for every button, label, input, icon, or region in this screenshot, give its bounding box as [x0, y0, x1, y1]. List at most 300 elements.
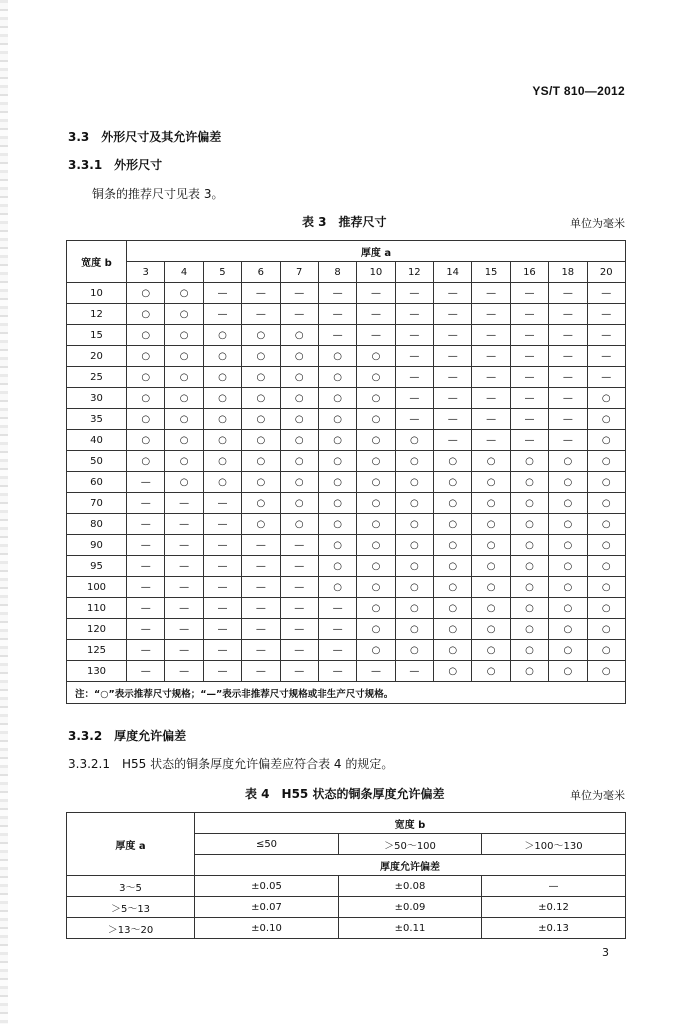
table3-mark-cell: — [434, 409, 472, 430]
table3-mark-cell: — [242, 556, 280, 577]
table3 [66, 240, 626, 704]
table3-mark-cell: — [318, 661, 356, 682]
table3-mark-cell: — [242, 577, 280, 598]
table3-mark-cell: ○ [587, 472, 626, 493]
table3-mark-cell: ○ [280, 409, 318, 430]
table3-mark-cell: — [165, 514, 203, 535]
table3-mark-cell: ○ [127, 430, 165, 451]
table3-mark-cell: ○ [549, 619, 587, 640]
table4-thickness-cell: ＞5～13 [67, 897, 195, 918]
table-row [67, 876, 626, 897]
table-row [67, 897, 626, 918]
table3-mark-cell: ○ [242, 409, 280, 430]
table3-mark-cell: — [357, 325, 395, 346]
table3-mark-cell: — [549, 346, 587, 367]
table3-mark-cell: — [127, 556, 165, 577]
table3-mark-cell: ○ [510, 619, 548, 640]
table3-mark-cell: ○ [510, 640, 548, 661]
table3-thickness-col-header: 12 [395, 262, 433, 283]
table4-value-cell: ±0.12 [482, 897, 626, 918]
table3-mark-cell: — [472, 304, 510, 325]
table3-mark-cell: — [395, 367, 433, 388]
table3-mark-cell: ○ [357, 346, 395, 367]
table3-mark-cell: — [242, 283, 280, 304]
table3-mark-cell: ○ [395, 619, 433, 640]
table3-mark-cell: — [127, 661, 165, 682]
table3-mark-cell: ○ [395, 577, 433, 598]
table3-mark-cell: — [318, 640, 356, 661]
table3-width-cell: 50 [67, 451, 127, 472]
table3-mark-cell: — [472, 283, 510, 304]
table3-mark-cell: — [472, 325, 510, 346]
table3-mark-cell: ○ [127, 283, 165, 304]
table3-thickness-col-header: 6 [242, 262, 280, 283]
table3-thickness-col-header: 3 [127, 262, 165, 283]
table3-mark-cell: — [165, 577, 203, 598]
table3-mark-cell: ○ [472, 535, 510, 556]
table3-mark-cell: ○ [357, 409, 395, 430]
table3-mark-cell: ○ [318, 346, 356, 367]
table3-mark-cell: ○ [242, 472, 280, 493]
scan-edge-artifact [0, 0, 8, 1024]
table3-width-cell: 10 [67, 283, 127, 304]
table3-mark-cell: — [203, 283, 241, 304]
table-row [67, 367, 626, 388]
table3-mark-cell: — [549, 283, 587, 304]
table3-mark-cell: ○ [472, 619, 510, 640]
table-row [67, 346, 626, 367]
table3-mark-cell: — [280, 661, 318, 682]
table3-mark-cell: — [434, 283, 472, 304]
table-row [67, 535, 626, 556]
table3-width-cell: 60 [67, 472, 127, 493]
table3-mark-cell: — [434, 346, 472, 367]
table3-mark-cell: ○ [165, 388, 203, 409]
table3-mark-cell: ○ [280, 472, 318, 493]
table3-mark-cell: ○ [395, 598, 433, 619]
table3-mark-cell: — [165, 535, 203, 556]
table3-mark-cell: ○ [280, 388, 318, 409]
table3-mark-cell: — [165, 598, 203, 619]
table3-width-cell: 80 [67, 514, 127, 535]
table3-mark-cell: ○ [472, 451, 510, 472]
table3-mark-cell: ○ [242, 346, 280, 367]
table3-mark-cell: ○ [280, 430, 318, 451]
table3-mark-cell: ○ [280, 514, 318, 535]
table3-mark-cell: ○ [510, 472, 548, 493]
table3-mark-cell: ○ [280, 451, 318, 472]
table3-mark-cell: — [587, 346, 626, 367]
table3-mark-cell: — [549, 367, 587, 388]
table3-mark-cell: ○ [472, 661, 510, 682]
table3-mark-cell: ○ [395, 556, 433, 577]
table3-mark-cell: ○ [165, 472, 203, 493]
table3-mark-cell: — [395, 346, 433, 367]
table3-thickness-col-header: 4 [165, 262, 203, 283]
table3-mark-cell: — [165, 619, 203, 640]
table3-mark-cell: — [203, 304, 241, 325]
table3-width-cell: 110 [67, 598, 127, 619]
table-row [67, 598, 626, 619]
section-3-3-1-text: 铜条的推荐尺寸见表 3。 [92, 187, 224, 201]
table3-mark-cell: ○ [549, 640, 587, 661]
table3-mark-cell: — [395, 388, 433, 409]
table-row [67, 514, 626, 535]
table3-mark-cell: ○ [510, 598, 548, 619]
table3-mark-cell: — [549, 304, 587, 325]
table3-mark-cell: ○ [587, 598, 626, 619]
table3-width-cell: 95 [67, 556, 127, 577]
table3-mark-cell: — [472, 388, 510, 409]
section-3-3-1-heading: 3.3.1 外形尺寸 [68, 158, 163, 172]
table3-mark-cell: ○ [280, 493, 318, 514]
table3-mark-cell: — [280, 619, 318, 640]
table3-mark-cell: ○ [549, 577, 587, 598]
table4-thickness-cell: ＞13～20 [67, 918, 195, 939]
table3-mark-cell: ○ [472, 640, 510, 661]
table3-mark-cell: — [510, 304, 548, 325]
table3-mark-cell: — [203, 577, 241, 598]
table-row [67, 918, 626, 939]
table3-mark-cell: — [203, 598, 241, 619]
table3-mark-cell: ○ [587, 619, 626, 640]
table3-mark-cell: ○ [203, 346, 241, 367]
table3-mark-cell: ○ [318, 535, 356, 556]
table3-mark-cell: ○ [510, 661, 548, 682]
table3-mark-cell: ○ [242, 325, 280, 346]
table-row [67, 325, 626, 346]
table-row [67, 451, 626, 472]
table3-mark-cell: — [510, 430, 548, 451]
table3-mark-cell: ○ [357, 640, 395, 661]
table3-mark-cell: ○ [434, 451, 472, 472]
table3-mark-cell: — [318, 304, 356, 325]
table3-mark-cell: — [127, 598, 165, 619]
table3-mark-cell: ○ [587, 514, 626, 535]
table3-mark-cell: ○ [127, 409, 165, 430]
table3-mark-cell: ○ [472, 577, 510, 598]
table3-mark-cell: — [127, 640, 165, 661]
table3-mark-cell: ○ [165, 304, 203, 325]
table3-mark-cell: ○ [357, 556, 395, 577]
table3-mark-cell: ○ [127, 367, 165, 388]
table-row [67, 472, 626, 493]
table3-mark-cell: — [242, 640, 280, 661]
table3-mark-cell: — [549, 430, 587, 451]
table4-value-cell: ±0.07 [195, 897, 339, 918]
table3-mark-cell: ○ [510, 514, 548, 535]
table3-mark-cell: ○ [127, 451, 165, 472]
table3-mark-cell: — [587, 367, 626, 388]
table3-mark-cell: — [203, 619, 241, 640]
table3-mark-cell: ○ [203, 367, 241, 388]
table3-mark-cell: ○ [434, 556, 472, 577]
table3-mark-cell: ○ [357, 472, 395, 493]
table3-thickness-col-header: 20 [587, 262, 626, 283]
table3-mark-cell: ○ [242, 451, 280, 472]
table3-mark-cell: ○ [510, 556, 548, 577]
table3-mark-cell: ○ [434, 493, 472, 514]
table4-value-cell: ±0.09 [339, 897, 482, 918]
table3-mark-cell: ○ [242, 367, 280, 388]
table3-mark-cell: ○ [318, 367, 356, 388]
table3-mark-cell: ○ [357, 493, 395, 514]
table3-mark-cell: — [127, 535, 165, 556]
table3-mark-cell: ○ [549, 556, 587, 577]
table3-mark-cell: — [395, 304, 433, 325]
table3-mark-cell: ○ [165, 283, 203, 304]
table3-mark-cell: ○ [587, 451, 626, 472]
table3-width-cell: 70 [67, 493, 127, 514]
table3-mark-cell: ○ [472, 514, 510, 535]
table3-mark-cell: — [203, 493, 241, 514]
table3-mark-cell: — [357, 283, 395, 304]
table3-mark-cell: ○ [127, 325, 165, 346]
table3-mark-cell: — [280, 283, 318, 304]
table3-mark-cell: ○ [318, 493, 356, 514]
table3-mark-cell: ○ [395, 514, 433, 535]
table3-mark-cell: ○ [203, 409, 241, 430]
table3-mark-cell: ○ [203, 388, 241, 409]
table3-width-cell: 90 [67, 535, 127, 556]
table3-mark-cell: ○ [357, 514, 395, 535]
table3-mark-cell: ○ [587, 535, 626, 556]
table3-mark-cell: ○ [318, 388, 356, 409]
table3-mark-cell: ○ [357, 535, 395, 556]
table3-mark-cell: — [434, 367, 472, 388]
table3-mark-cell: ○ [549, 535, 587, 556]
table3-mark-cell: — [318, 325, 356, 346]
table-row [67, 388, 626, 409]
table3-mark-cell: ○ [587, 556, 626, 577]
table3-thickness-header: 厚度 a [127, 241, 626, 262]
table3-mark-cell: ○ [280, 367, 318, 388]
table3-mark-cell: — [549, 409, 587, 430]
table4-value-cell: — [482, 876, 626, 897]
table3-mark-cell: — [242, 619, 280, 640]
table3-mark-cell: — [434, 388, 472, 409]
table3-mark-cell: — [587, 325, 626, 346]
table3-mark-cell: — [395, 661, 433, 682]
table4-value-cell: ±0.13 [482, 918, 626, 939]
table3-mark-cell: ○ [587, 493, 626, 514]
table3-mark-cell: ○ [587, 640, 626, 661]
table3-mark-cell: — [549, 325, 587, 346]
table3-width-cell: 125 [67, 640, 127, 661]
table3-mark-cell: — [127, 493, 165, 514]
table3-caption: 表 3 推荐尺寸 [302, 215, 387, 229]
table3-mark-cell: — [280, 556, 318, 577]
table3-mark-cell: ○ [472, 472, 510, 493]
table4-width-header: 宽度 b [195, 813, 626, 834]
table3-mark-cell: ○ [395, 472, 433, 493]
page-number: 3 [602, 946, 609, 959]
table3-mark-cell: ○ [357, 430, 395, 451]
table3-mark-cell: ○ [357, 388, 395, 409]
table3-mark-cell: ○ [165, 409, 203, 430]
table4-value-cell: ±0.11 [339, 918, 482, 939]
table3-mark-cell: — [280, 304, 318, 325]
table3-width-cell: 30 [67, 388, 127, 409]
table3-mark-cell: — [165, 640, 203, 661]
table3-mark-cell: — [434, 304, 472, 325]
table3-thickness-col-header: 16 [510, 262, 548, 283]
table3-mark-cell: ○ [318, 409, 356, 430]
table3-mark-cell: ○ [165, 367, 203, 388]
table3-mark-cell: — [472, 346, 510, 367]
table4 [66, 812, 626, 939]
table-row [67, 577, 626, 598]
table3-mark-cell: — [318, 283, 356, 304]
table3-mark-cell: ○ [318, 556, 356, 577]
table3-width-cell: 15 [67, 325, 127, 346]
table3-mark-cell: — [357, 661, 395, 682]
table3-mark-cell: ○ [549, 514, 587, 535]
table3-thickness-col-header: 14 [434, 262, 472, 283]
table3-mark-cell: ○ [127, 304, 165, 325]
table3-mark-cell: ○ [280, 325, 318, 346]
table3-mark-cell: — [510, 409, 548, 430]
table3-width-cell: 35 [67, 409, 127, 430]
table3-mark-cell: ○ [395, 451, 433, 472]
table3-mark-cell: ○ [357, 367, 395, 388]
table3-mark-cell: — [395, 283, 433, 304]
table3-mark-cell: ○ [510, 577, 548, 598]
section-3-3-heading: 3.3 外形尺寸及其允许偏差 [68, 130, 222, 144]
table3-mark-cell: — [472, 430, 510, 451]
table-row [67, 619, 626, 640]
table3-mark-cell: — [242, 598, 280, 619]
table3-width-cell: 20 [67, 346, 127, 367]
table3-mark-cell: — [395, 325, 433, 346]
table3-mark-cell: ○ [587, 430, 626, 451]
table3-mark-cell: — [165, 556, 203, 577]
table3-mark-cell: ○ [549, 451, 587, 472]
table3-mark-cell: ○ [510, 535, 548, 556]
table3-mark-cell: ○ [357, 619, 395, 640]
table4-thickness-cell: 3～5 [67, 876, 195, 897]
table3-mark-cell: ○ [587, 409, 626, 430]
table3-mark-cell: ○ [549, 472, 587, 493]
table4-range-2: ＞50～100 [339, 834, 482, 855]
table3-mark-cell: ○ [549, 598, 587, 619]
table3-mark-cell: ○ [395, 493, 433, 514]
table3-mark-cell: ○ [203, 325, 241, 346]
table3-mark-cell: — [127, 514, 165, 535]
table3-mark-cell: ○ [395, 640, 433, 661]
table3-mark-cell: — [280, 535, 318, 556]
table3-mark-cell: — [318, 619, 356, 640]
table3-mark-cell: — [280, 598, 318, 619]
table3-mark-cell: ○ [587, 661, 626, 682]
table3-mark-cell: — [165, 661, 203, 682]
table3-mark-cell: — [587, 304, 626, 325]
table3-mark-cell: ○ [318, 472, 356, 493]
table3-mark-cell: ○ [242, 514, 280, 535]
table4-value-cell: ±0.10 [195, 918, 339, 939]
table-row [67, 493, 626, 514]
table3-thickness-col-header: 15 [472, 262, 510, 283]
table3-mark-cell: ○ [510, 493, 548, 514]
table3-unit: 单位为毫米 [570, 217, 625, 230]
table3-mark-cell: — [318, 598, 356, 619]
table3-mark-cell: — [203, 640, 241, 661]
table3-width-cell: 12 [67, 304, 127, 325]
table4-thickness-header: 厚度 a [67, 813, 195, 876]
table4-range-3: ＞100～130 [482, 834, 626, 855]
table4-value-cell: ±0.08 [339, 876, 482, 897]
table3-mark-cell: ○ [549, 493, 587, 514]
table3-mark-cell: — [587, 283, 626, 304]
table3-mark-cell: — [472, 367, 510, 388]
table3-mark-cell: — [510, 388, 548, 409]
table3-mark-cell: ○ [395, 535, 433, 556]
table3-mark-cell: ○ [587, 577, 626, 598]
table3-mark-cell: — [127, 619, 165, 640]
table3-mark-cell: ○ [434, 661, 472, 682]
table3-mark-cell: ○ [587, 388, 626, 409]
table3-mark-cell: — [357, 304, 395, 325]
table4-caption: 表 4 H55 状态的铜条厚度允许偏差 [245, 787, 445, 801]
table3-mark-cell: ○ [434, 577, 472, 598]
table4-unit: 单位为毫米 [570, 789, 625, 802]
table3-mark-cell: — [280, 640, 318, 661]
table3-mark-cell: ○ [434, 514, 472, 535]
table3-mark-cell: ○ [242, 388, 280, 409]
table3-mark-cell: ○ [203, 451, 241, 472]
table3-mark-cell: — [510, 283, 548, 304]
table3-width-cell: 40 [67, 430, 127, 451]
table3-mark-cell: ○ [165, 325, 203, 346]
table3-mark-cell: ○ [280, 346, 318, 367]
table3-mark-cell: ○ [549, 661, 587, 682]
table3-mark-cell: ○ [203, 430, 241, 451]
table-row [67, 304, 626, 325]
table3-mark-cell: — [510, 346, 548, 367]
table3-mark-cell: — [203, 556, 241, 577]
table3-mark-cell: — [203, 535, 241, 556]
table3-width-cell: 25 [67, 367, 127, 388]
table3-mark-cell: — [165, 493, 203, 514]
table3-mark-cell: ○ [318, 430, 356, 451]
table3-mark-cell: ○ [165, 430, 203, 451]
table3-width-header: 宽度 b [67, 241, 127, 283]
table3-thickness-col-header: 5 [203, 262, 241, 283]
table3-thickness-col-header: 18 [549, 262, 587, 283]
table-row [67, 409, 626, 430]
table3-mark-cell: — [434, 430, 472, 451]
table3-mark-cell: — [127, 577, 165, 598]
table3-mark-cell: ○ [165, 346, 203, 367]
table3-mark-cell: ○ [434, 619, 472, 640]
table3-mark-cell: ○ [318, 577, 356, 598]
table3-mark-cell: — [510, 325, 548, 346]
table3-mark-cell: — [242, 661, 280, 682]
table3-mark-cell: — [472, 409, 510, 430]
table3-thickness-col-header: 8 [318, 262, 356, 283]
table4-range-1: ≤50 [195, 834, 339, 855]
section-3-3-2-heading: 3.3.2 厚度允许偏差 [68, 729, 187, 743]
table3-width-cell: 100 [67, 577, 127, 598]
table3-mark-cell: — [395, 409, 433, 430]
table3-mark-cell: ○ [203, 472, 241, 493]
table3-mark-cell: ○ [434, 598, 472, 619]
table3-mark-cell: ○ [357, 451, 395, 472]
standard-number: YS/T 810—2012 [532, 84, 625, 98]
table3-mark-cell: ○ [165, 451, 203, 472]
table3-mark-cell: ○ [318, 451, 356, 472]
table3-mark-cell: ○ [318, 514, 356, 535]
